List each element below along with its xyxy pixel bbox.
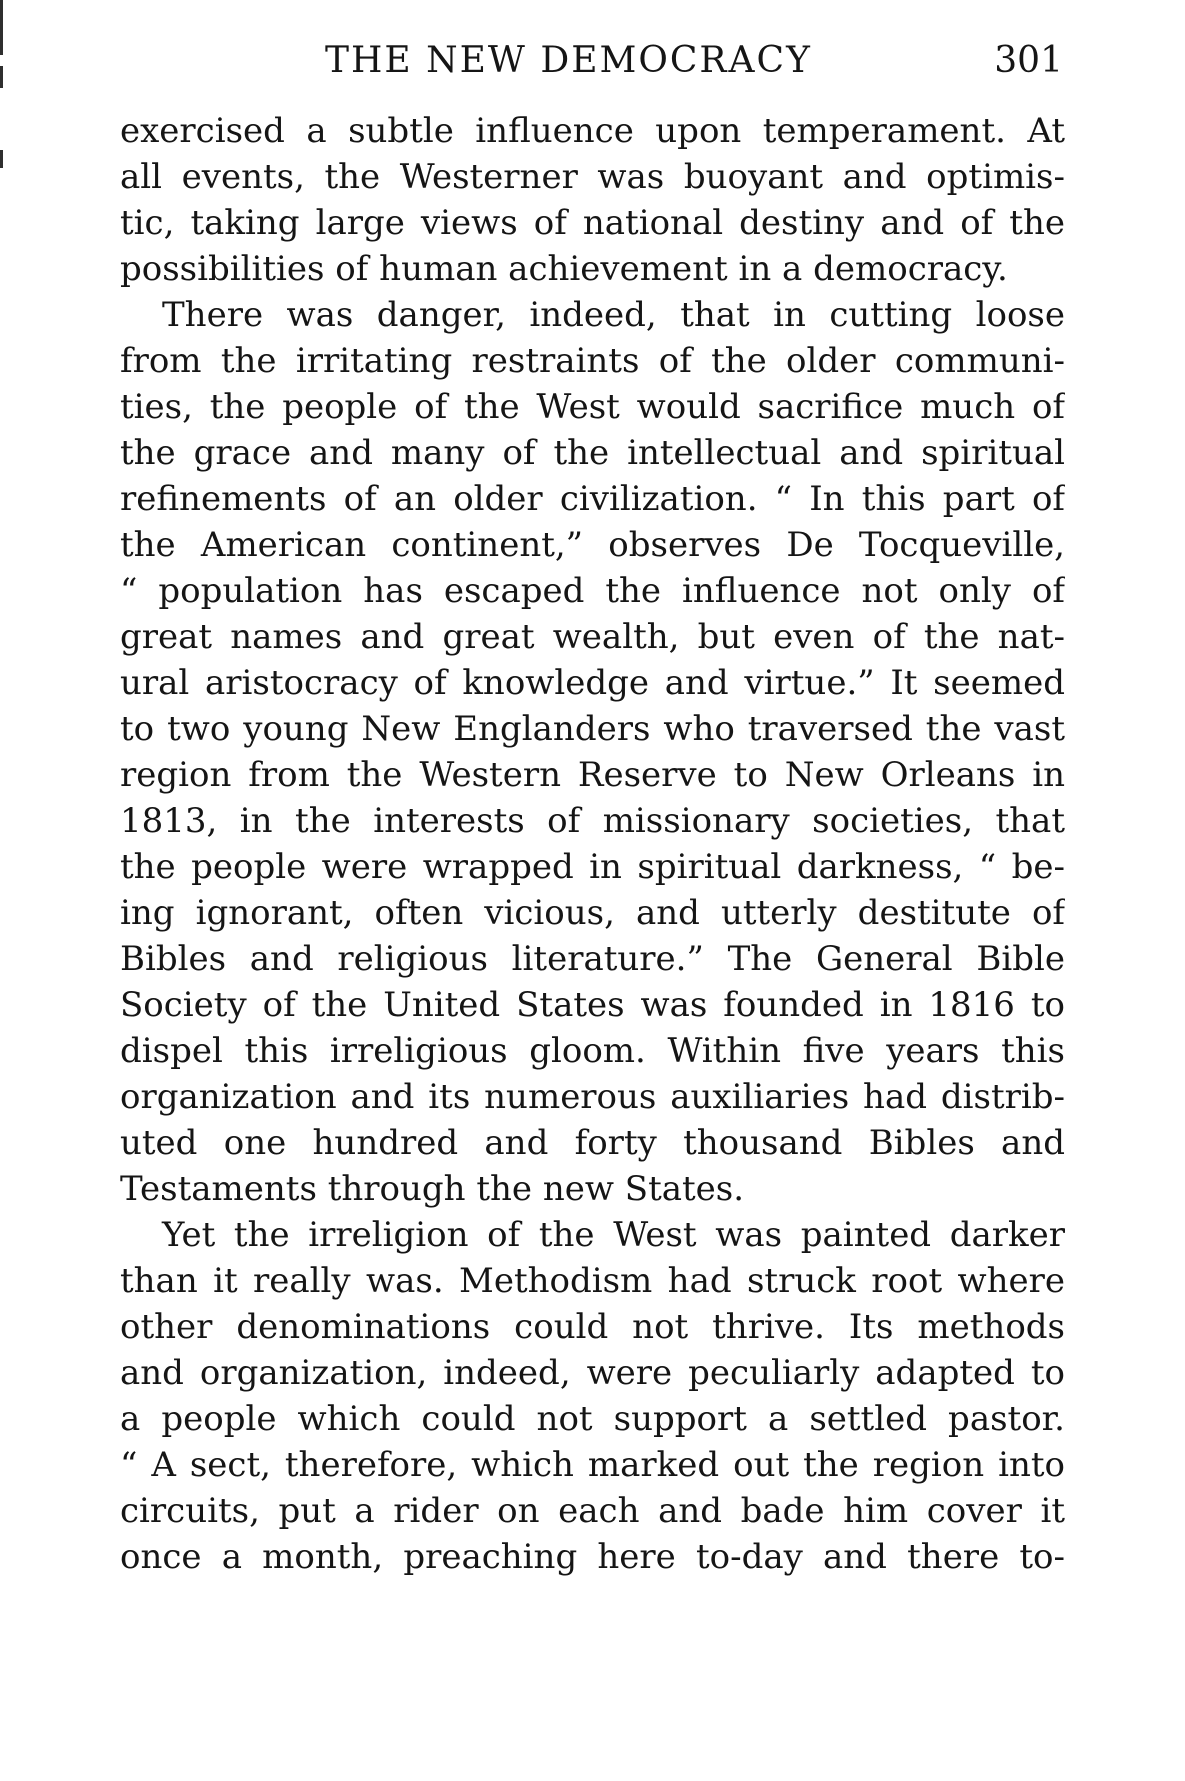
- page-number: 301: [994, 40, 1063, 81]
- running-title: THE NEW DEMOCRACY: [325, 40, 812, 81]
- text-line: ties, the people of the West would sacrifice much of: [120, 387, 1065, 427]
- text-line: the grace and many of the intellectual and spiritual: [120, 433, 1065, 473]
- text-line: ural aristocracy of knowledge and virtue.” It seemed: [120, 663, 1065, 703]
- text-line: “ population has escaped the influence not only of: [120, 571, 1065, 611]
- text-line: ing ignorant, often vicious, and utterly destitute of: [120, 893, 1065, 933]
- paragraph: [120, 1212, 1065, 1580]
- text-line: great names and great wealth, but even of the nat-: [120, 617, 1065, 657]
- text-line: once a month, preaching here to-day and there to-: [120, 1537, 1065, 1577]
- text-line: circuits, put a rider on each and bade him cover it: [120, 1491, 1065, 1531]
- text-line: Society of the United States was founded in 1816 to: [120, 985, 1065, 1025]
- text-line: to two young New Englanders who traversed the vast: [120, 709, 1065, 749]
- running-head: [120, 36, 1075, 86]
- text-line: and organization, indeed, were peculiarly adapted to: [120, 1353, 1065, 1393]
- text-line: “ A sect, therefore, which marked out the region into: [120, 1445, 1065, 1485]
- text-line: organization and its numerous auxiliaries had distrib-: [120, 1077, 1065, 1117]
- text-line: Yet the irreligion of the West was painted darker: [162, 1215, 1065, 1255]
- text-line: from the irritating restraints of the older communi-: [120, 341, 1065, 381]
- text-line: exercised a subtle influence upon temperament. At: [120, 111, 1065, 151]
- text-line: region from the Western Reserve to New Orleans in: [120, 755, 1065, 795]
- scan-edge-mark: [0, 66, 3, 88]
- text-line: the American continent,” observes De Tocqueville,: [120, 525, 1065, 565]
- text-line: 1813, in the interests of missionary societies, that: [120, 801, 1065, 841]
- text-line: Bibles and religious literature.” The General Bible: [120, 939, 1065, 979]
- text-line: other denominations could not thrive. Its methods: [120, 1307, 1065, 1347]
- text-line: possibilities of human achievement in a democracy.: [120, 249, 1008, 289]
- text-line: dispel this irreligious gloom. Within five years this: [120, 1031, 1065, 1071]
- text-line: than it really was. Methodism had struck root where: [120, 1261, 1065, 1301]
- text-line: refinements of an older civilization. “ In this part of: [120, 479, 1065, 519]
- text-line: There was danger, indeed, that in cutting loose: [162, 295, 1065, 335]
- text-line: a people which could not support a settled pastor.: [120, 1399, 1065, 1439]
- text-line: all events, the Westerner was buoyant and optimis-: [120, 157, 1065, 197]
- body-text: [120, 108, 1065, 1580]
- text-line: Testaments through the new States.: [120, 1169, 745, 1209]
- text-line: the people were wrapped in spiritual darkness, “ be-: [120, 847, 1065, 887]
- text-line: tic, taking large views of national destiny and of the: [120, 203, 1065, 243]
- paragraph: [120, 292, 1065, 1212]
- scan-edge-mark: [0, 0, 3, 55]
- text-line: uted one hundred and forty thousand Bibles and: [120, 1123, 1065, 1163]
- scan-edge-mark: [0, 150, 3, 168]
- paragraph: [120, 108, 1065, 292]
